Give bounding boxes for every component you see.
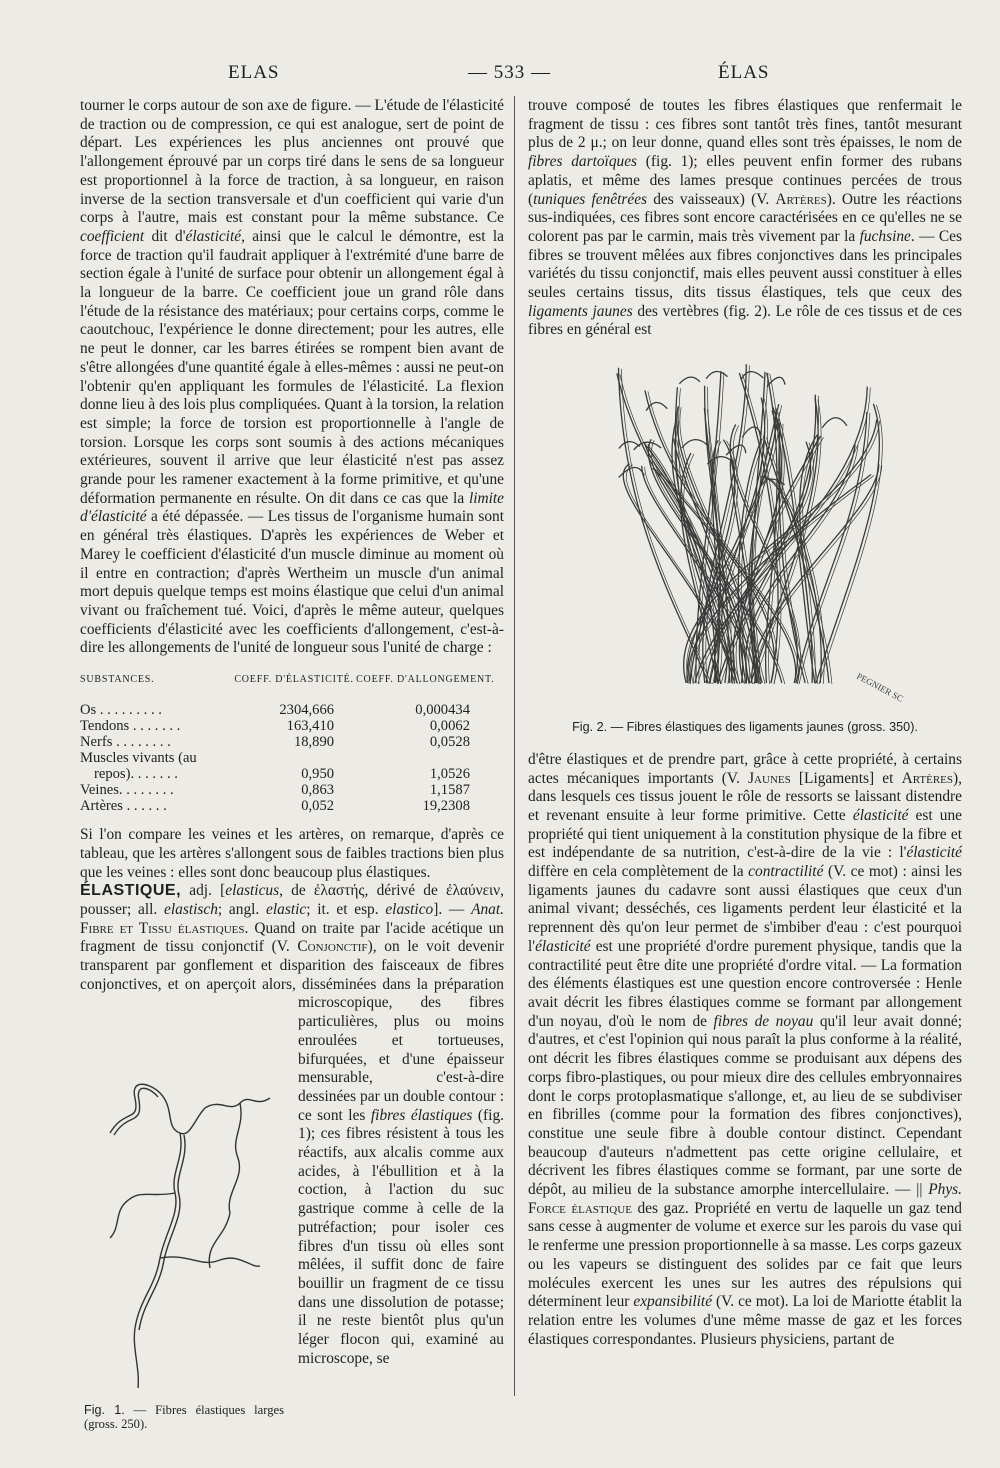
fibre-strand-outline xyxy=(819,405,882,684)
fibre-curl xyxy=(742,427,761,437)
table-row: Veines. . . . . . . . 0,863 1,1587 xyxy=(80,782,470,799)
table-header-elongation: COEFF. D'ALLONGEMENT. xyxy=(356,674,495,686)
table-row: repos). . . . . . . 0,950 1,0526 xyxy=(94,766,470,783)
engraver-signature: PEGNIER SC xyxy=(855,671,906,704)
fibre-curl xyxy=(682,440,709,448)
paragraph-elasticity-role: d'être élastiques et de prendre part, grâce à cette propriété, à certains actes mécaniques importants (V. Jaunes [Ligaments] et Artères), dans lesquels ces tissus jouent le rôle de ressorts se laissant distendre et revenant ensuite à leur forme primitive. Cette élasticité est une propriété qui tient uniquement à la constitution physique de la fibre et est indépendante de sa nutrition, c'est-à-dire de la vie : l'élasticité diffère en cela complètement de la contractilité (V. ce mot) : ainsi les ligaments jaunes du cadavre sont aussi élastiques que ceux d'un animal vivant; desséchés, ces ligaments perdent leur élasticité et la reprennent dès qu'on leur permet de s'imbiber d'eau : c'est pourquoi l'élasticité est une propriété d'ordre purement physique, tandis que la contractilité peut être dite une propriété d'ordre vital. — La formation des éléments élastiques est une question encore controversée : Henle avait décrit les fibres élastiques comme se formant par allongement d'un noyau, d'où le nom de fibres de noyau qu'il leur avait donné; d'autres, et c'est l'opinion qui nous paraît la plus conforme à la réalité, ont décrit les fibres élastiques comme se produisant aux dépens des corps fibro-plastiques, ou pour mieux dire des cellules embryonnaires dont le corps protoplasmatique s'allonge, et, au lieu de se subdiviser en fibrilles (comme pour la formation des fibres conjonctives), constitue une seule fibre à double contour distinct. Cependant beaucoup d'auteurs n'admettent pas cette origine cellulaire, et décrivent les fibres élastiques comme se formant, par une sorte de dépôt, au milieu de la substance amorphe intercellulaire. — || Phys. Force élastique des gaz. Propriété en vertu de laquelle un gaz tend sans cesse à augmenter de volume et exerce sur les parois du vase qui le renferme une pression proportionnelle à sa masse. Les corps gazeux ou les vapeurs se distinguent des solides par ce fait que leurs molécules exercent les unes sur les autres des répulsions qui déterminent leur expansibilité (V. ce mot). La loi de Mariotte établit la relation entre les volumes d'une même masse de gaz et les forces élastiques correspondantes. Plusieurs physiciens, partant de xyxy=(528,750,963,1348)
table-row: Muscles vivants (au xyxy=(80,750,197,767)
page-number: — 533 — xyxy=(468,62,551,83)
figure-2 xyxy=(528,348,962,718)
elasticity-table xyxy=(80,672,504,814)
entry-elastique: ÉLASTIQUE, adj. [elasticus, de ἐλαστής, dérivé de ἐλαύνειν, pousser; all. elastisch; angl. elastic; it. et esp. elastico]. — Anat. Fibre et Tissu élastiques. Quand on traite par l'acide acétique un fragment de tissu conjonctif (V. Conjonctif), on le voit devenir transparent par gonflement et disparition des faisceaux de fibres conjonctives, et on aperçoit alors, disséminées dans la préparation microscopique, Fig. 1. — Fibres élastiques larges (gross. 250). des fibres particulières, plus ou moins enroulées et tortueuses, bifurquées, et d'une épaisseur mensurable, c'est-à-dire dessinées par un double contour : ce sont les fibres élastiques (fig. 1); ces fibres résistent à tous les réactifs, aux alcalis comme aux acides, à l'ébullition et à la coction, à l'action du suc gastrique comme à celle de la putréfaction; pour isoler ces fibres d'un tissu où elles sont mêlées, il suffit donc de faire bouillir un fragment de ce tissu dans une dissolution de potasse; il ne reste bientôt plus qu'un léger flocon qui, examiné au microscope, se xyxy=(80,882,504,1368)
table-row: Os . . . . . . . . . 2304,666 0,000434 xyxy=(80,702,470,719)
figure-1-caption: Fig. 1. — Fibres élastiques larges (gross. 250). xyxy=(84,1403,284,1432)
elastic-fibres-illustration xyxy=(80,998,290,1398)
table-row: Artères . . . . . . 0,052 19,2308 xyxy=(80,798,470,815)
fibre-curl xyxy=(634,442,661,450)
paragraph-elasticity-intro: tourner le corps autour de son axe de figure. — L'étude de l'élasticité de traction ou de compression, ce qui est analogue, sert de point de départ. Les expériences les plus anciennes ont prouvé que l'allongement éprouvé par un corps tiré dans le sens de sa longueur est proportionnel à la force de traction, à sa longueur, en raison inverse de la section transversale et d'un coefficient qui varie d'un corps à l'autre, mais est constant pour la même substance. Ce coefficient dit d'élasticité, ainsi que le calcul le démontre, est la force de traction qu'il faudrait appliquer à l'extrémité d'une barre de section égale à l'unité de surface pour obtenir un allongement égal à la longueur de la barre. Ce coefficient joue un grand rôle dans l'étude de la résistance des matériaux; pour certains corps, comme le caoutchouc, l'expérience le donne directement; pour les autres, elle ne peut le donner, car les barres étirées se rompent bien avant de s'être allongées d'une quantité égale à elles-mêmes : aussi ne peut-on l'obtenir qu'en appliquant les formules de l'élasticité. La flexion donne lieu à des lois plus compliquées. Quant à la torsion, la relation est simple; la force de torsion est proportionnelle à l'angle de torsion. Lorsque les corps sont soumis à des actions mécaniques extérieures, souvent il arrive que leur élasticité n'est pas assez grande pour les ramener exactement à la forme primitive, et qu'une déformation permanente en résulte. On dit dans ce cas que la limite d'élasticité a été dépassée. — Les tissus de l'organisme humain sont en général très élastiques. D'après les expériences de Weber et Marey le coefficient d'élasticité d'un muscle diminue au moment où il entre en contraction; d'après Wertheim un muscle d'un animal mort depuis quelque temps est moins élastique que celui d'un animal vivant ou fraîchement tué. Voici, d'après le même auteur, quelques coefficients d'élasticité avec les coefficients d'allongement, c'est-à-dire les allongements de l'unité de longueur sous l'unité de charge : xyxy=(80,97,505,657)
paragraph-veins-arteries: Si l'on compare les veines et les artères, on remarque, d'après ce tableau, que les artères s'allongent sous de faibles tractions bien plus que les veines : elles sont donc beaucoup plus élastiques. xyxy=(80,826,504,881)
figure-2-caption: Fig. 2. — Fibres élastiques des ligaments jaunes (gross. 350). xyxy=(572,720,918,735)
table-header-row xyxy=(80,672,504,702)
running-head-right: ÉLAS xyxy=(718,62,770,83)
table-row: Nerfs . . . . . . . . 18,890 0,0528 xyxy=(80,734,470,751)
fibre-curl xyxy=(822,418,847,428)
fibre-curl xyxy=(679,377,700,384)
left-column xyxy=(80,97,504,1468)
headword: ÉLASTIQUE, xyxy=(80,882,182,900)
figure-1 xyxy=(80,998,290,1468)
table-header-elasticity: COEFF. D'ÉLASTICITÉ. xyxy=(234,674,354,686)
yellow-ligament-fibres-illustration xyxy=(588,348,908,708)
column-divider xyxy=(514,96,515,1396)
running-head-left: ELAS xyxy=(228,62,280,83)
table-header-substances: SUBSTANCES. xyxy=(80,674,155,686)
table-row: Tendons . . . . . . . 163,410 0,0062 xyxy=(80,718,470,735)
running-head xyxy=(78,62,968,90)
paragraph-fibres-description: trouve composé de toutes les fibres élastiques que renfermait le fragment de tissu : ces fibres sont tantôt très fines, tantôt mesurant plus de 2 μ.; on leur donne, quand elles sont très épaisses, le nom de fibres dartoïques (fig. 1); elles peuvent enfin former des rubans aplatis, et même des lames presque continues percées de trous (tuniques fenêtrées des vaisseaux) (V. Artères). Outre les réactions sus-indiquées, ces fibres sont encore caractérisées en ce qu'elles ne se colorent pas par le carmin, mais très vivement par la fuchsine. — Ces fibres se trouvent mêlées aux fibres conjonctives dans les principales variétés du tissu conjonctif, mais elles peuvent aussi constituer à elles seules certains tissus, dits tissus élastiques, tels que ceux des ligaments jaunes des vertèbres (fig. 2). Le rôle de ces tissus et de ces fibres en général est xyxy=(528,97,962,339)
right-column xyxy=(528,97,962,1349)
fibre-curl xyxy=(706,372,727,379)
